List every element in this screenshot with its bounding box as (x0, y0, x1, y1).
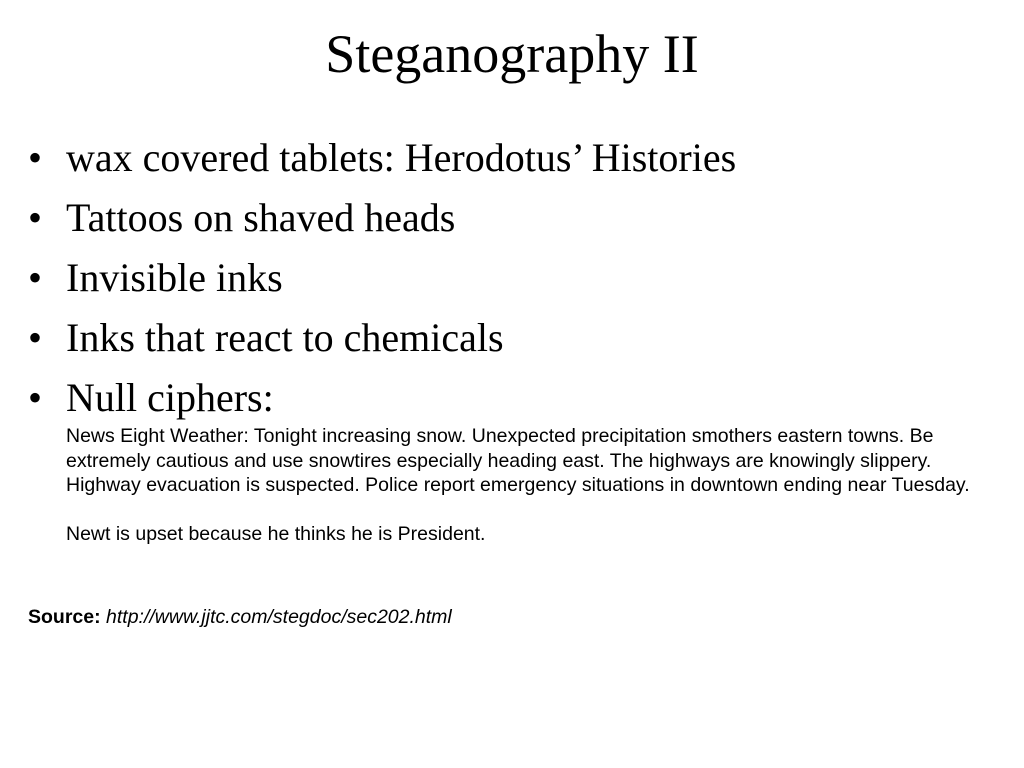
source-url: http://www.jjtc.com/stegdoc/sec202.html (106, 606, 452, 628)
bullet-text: Tattoos on shaved heads (66, 195, 456, 240)
bullet-icon: • (28, 195, 43, 240)
slide-title: Steganography II (325, 24, 699, 84)
bullet-item-tattoos (28, 188, 1008, 248)
bullet-icon: • (28, 375, 43, 420)
null-cipher-example-newt: Newt is upset because he thinks he is President. (66, 523, 486, 545)
null-cipher-example-weather: News Eight Weather: Tonight increasing snow. Unexpected precipitation smothers eastern towns. Be extremely cautious and use snowtires especially heading east. The highways are knowingly slippery. Highway evacuation is suspected. Police report emergency situations in downtown ending near Tuesday. (66, 425, 970, 496)
bullet-icon: • (28, 135, 43, 180)
bullet-text: wax covered tablets: Herodotus’ Histories (66, 135, 737, 180)
bullet-item-chemical-inks (28, 308, 1008, 368)
source-citation (28, 605, 452, 629)
bullet-list (28, 128, 1008, 428)
bullet-icon: • (28, 255, 43, 300)
bullet-text: Null ciphers: (66, 375, 274, 420)
bullet-text: Inks that react to chemicals (66, 315, 504, 360)
bullet-text: Invisible inks (66, 255, 283, 300)
bullet-icon: • (28, 315, 43, 360)
bullet-item-invisible-inks (28, 248, 1008, 308)
null-cipher-examples (66, 424, 1006, 547)
source-label: Source: (28, 606, 101, 628)
bullet-item-null-ciphers (28, 368, 1008, 428)
bullet-item-wax-tablets (28, 128, 1008, 188)
